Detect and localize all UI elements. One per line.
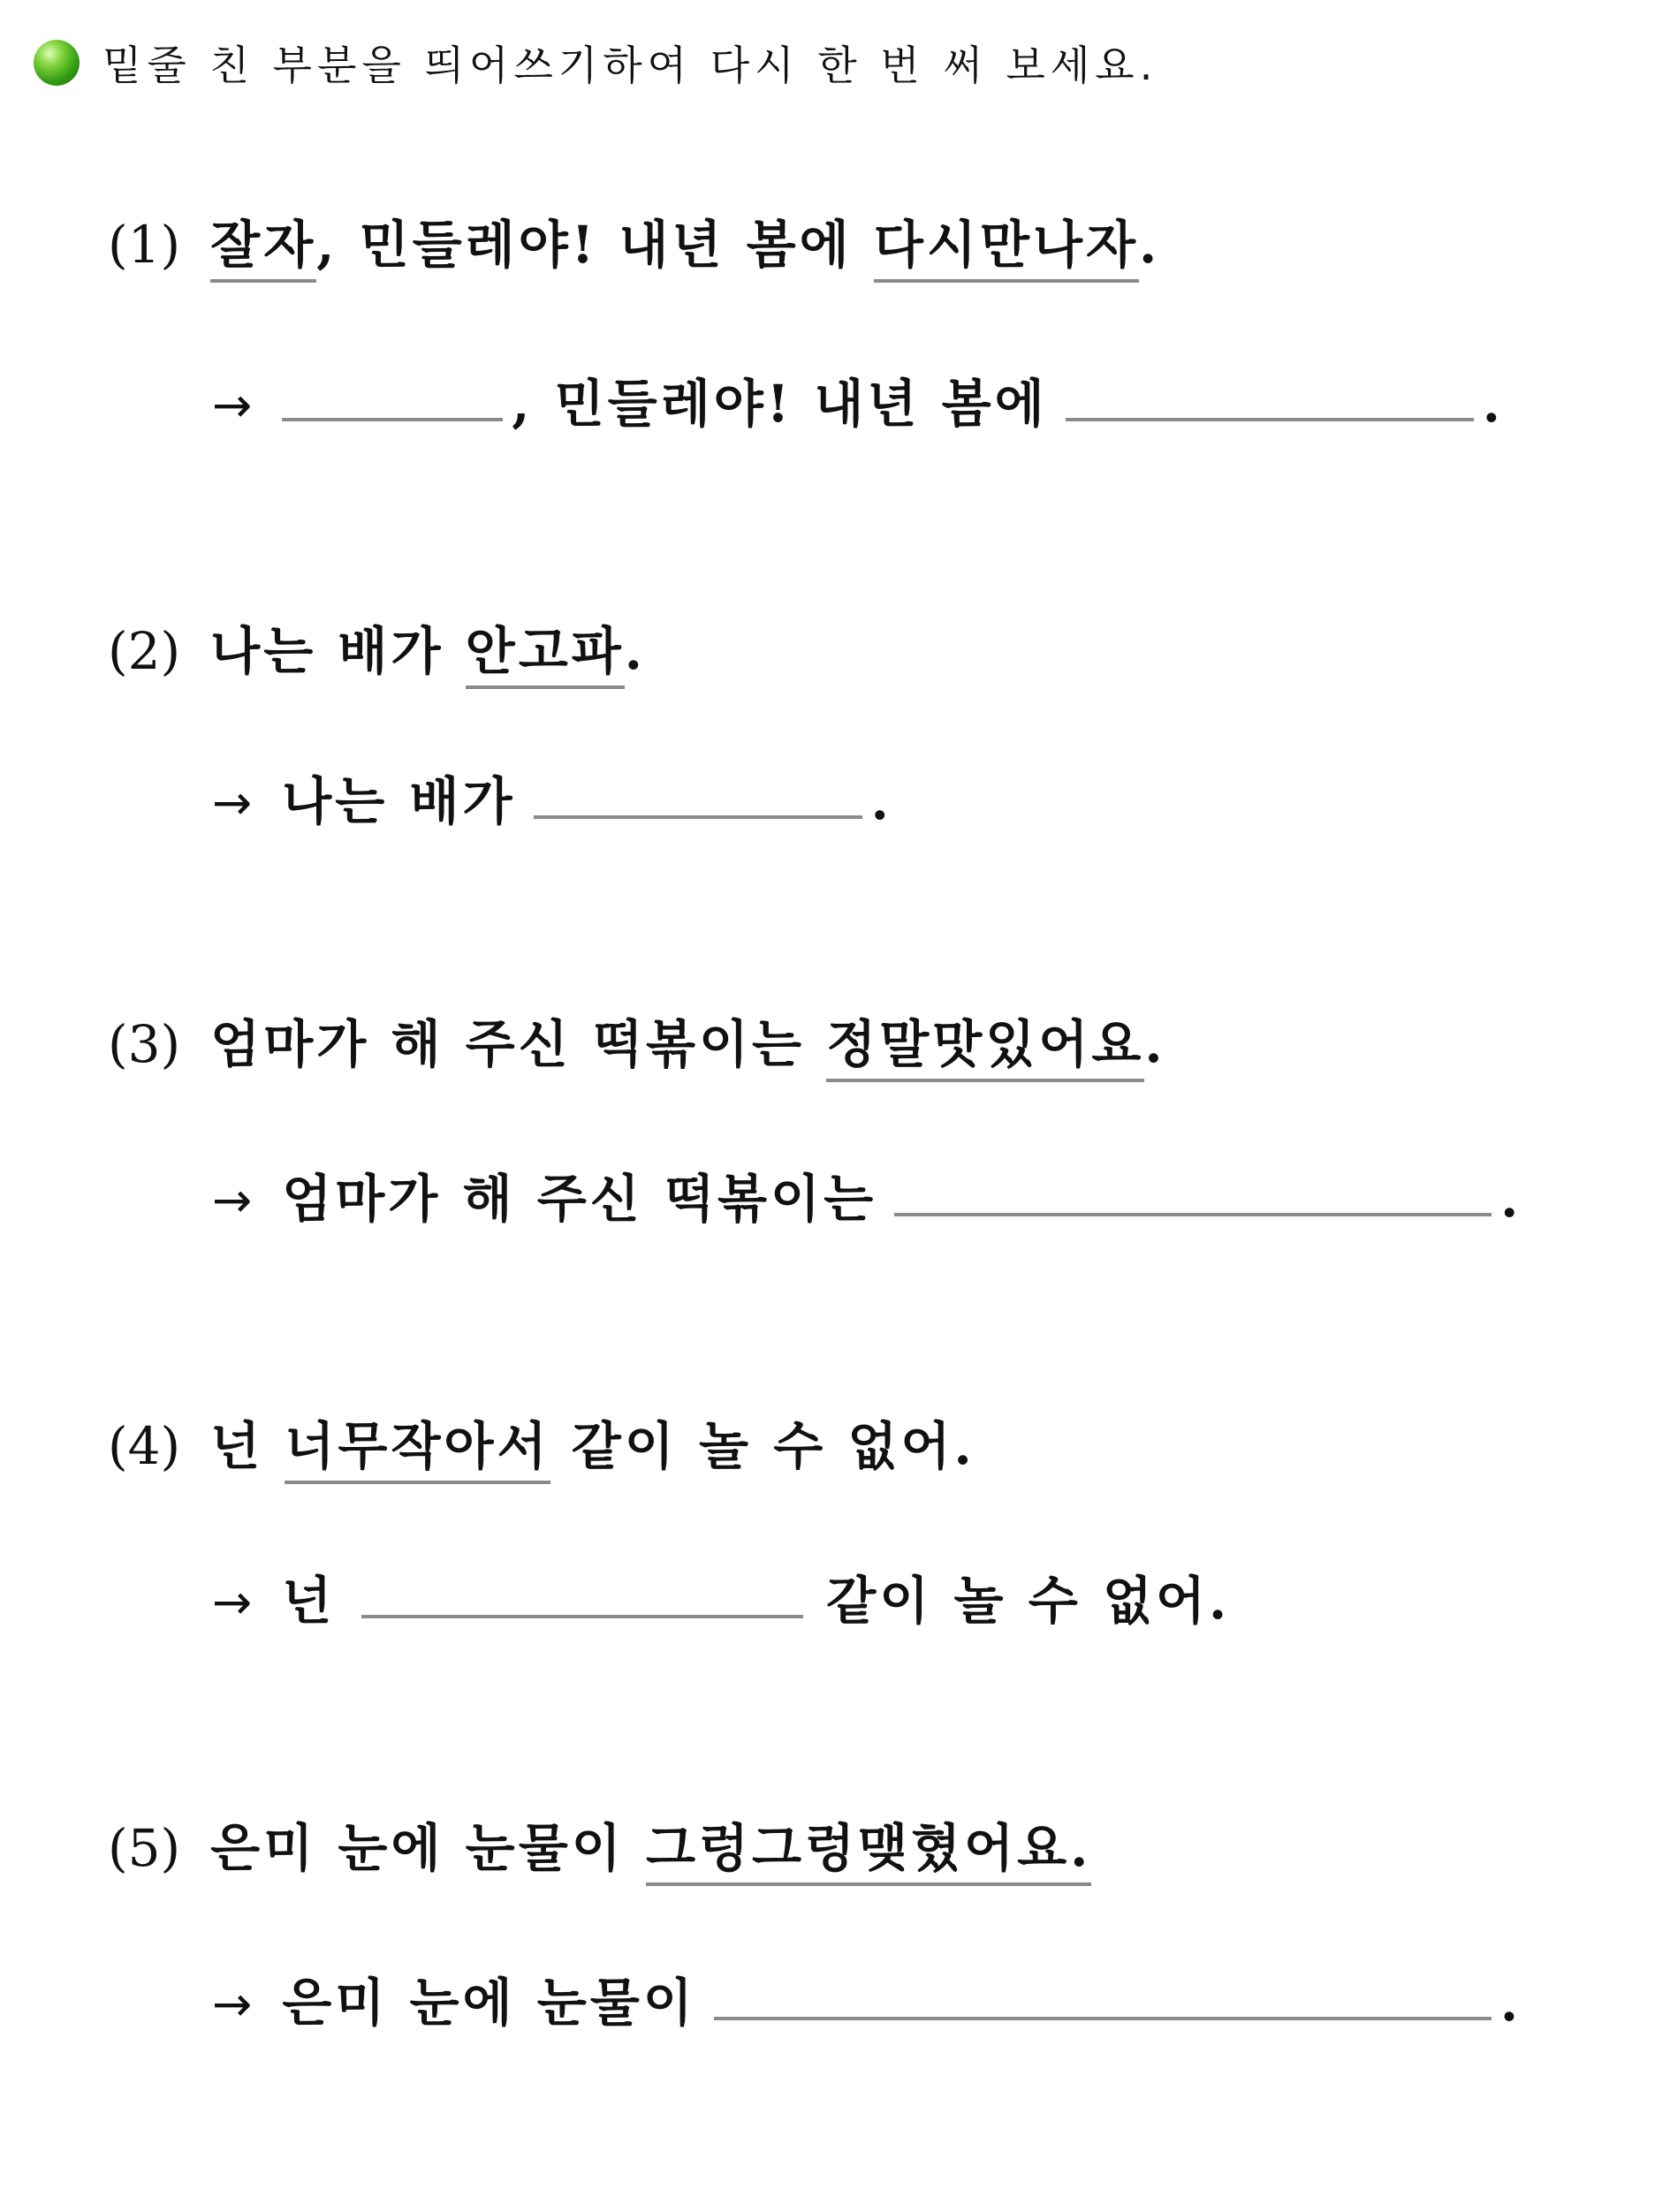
sentence-end: .: [1482, 374, 1500, 434]
sentence-text: 은미 눈에 눈물이: [282, 1973, 696, 2033]
answer-1: [212, 362, 1500, 436]
underlined-phrase: 잘자: [210, 203, 316, 283]
answer-3: [212, 1157, 1518, 1231]
question-3: [108, 1003, 1166, 1082]
sentence-end: .: [870, 771, 889, 831]
sentence-text: 엄마가 해 주신 떡볶이는: [210, 1014, 827, 1074]
sentence-end: .: [1499, 1973, 1519, 2033]
question-number: (2): [108, 621, 181, 681]
instruction-text: 밑줄 친 부분을 띄어쓰기하여 다시 한 번 써 보세요.: [102, 42, 1158, 89]
arrow-icon: →: [212, 775, 253, 830]
sentence-text: 나는 배가: [282, 771, 516, 831]
sentence-text: 같이 놀 수 없어.: [550, 1416, 975, 1476]
underlined-phrase: 그렁그렁맺혔어요.: [646, 1807, 1091, 1886]
question-1: [108, 203, 1160, 283]
underlined-phrase: 너무작아서: [285, 1405, 550, 1484]
answer-blank[interactable]: [1066, 418, 1474, 421]
underlined-phrase: 정말맛있어요: [826, 1003, 1144, 1082]
arrow-icon: →: [212, 377, 253, 433]
arrow-icon: →: [212, 1574, 253, 1630]
underlined-phrase: 다시만나자: [874, 203, 1139, 283]
underlined-phrase: 안고파: [466, 610, 625, 689]
question-number: (3): [108, 1014, 181, 1074]
question-5: [108, 1807, 1091, 1886]
sentence-text: 은미 눈에 눈물이: [210, 1818, 646, 1878]
sentence-end: .: [1500, 1169, 1519, 1229]
instruction: [34, 34, 1158, 92]
sentence-text: , 민들레야! 내년 봄에: [316, 215, 874, 275]
answer-blank[interactable]: [534, 815, 862, 819]
sentence-text: 넌: [210, 1416, 285, 1476]
answer-blank[interactable]: [282, 418, 503, 421]
sentence-text: 나는 배가: [210, 621, 466, 681]
question-2: [108, 610, 646, 689]
sentence-text: , 민들레야! 내년 봄에: [512, 374, 1048, 434]
sentence-text: 엄마가 해 주신 떡볶이는: [282, 1169, 877, 1229]
answer-2: [212, 760, 889, 834]
answer-blank[interactable]: [894, 1213, 1492, 1216]
green-bullet-icon: [34, 40, 80, 86]
answer-4: [212, 1559, 1230, 1633]
question-number: (4): [108, 1416, 181, 1476]
sentence-end: .: [624, 621, 646, 681]
sentence-text: 같이 놀 수 없어.: [826, 1571, 1231, 1631]
question-4: [108, 1405, 975, 1484]
sentence-text: 넌: [282, 1571, 336, 1631]
answer-blank[interactable]: [714, 2017, 1492, 2020]
sentence-end: .: [1139, 215, 1161, 275]
question-number: (5): [108, 1818, 181, 1878]
arrow-icon: →: [212, 1976, 253, 2032]
answer-5: [212, 1961, 1518, 2035]
answer-blank[interactable]: [361, 1615, 803, 1618]
question-number: (1): [108, 215, 181, 275]
sentence-end: .: [1144, 1014, 1166, 1074]
arrow-icon: →: [212, 1172, 253, 1228]
